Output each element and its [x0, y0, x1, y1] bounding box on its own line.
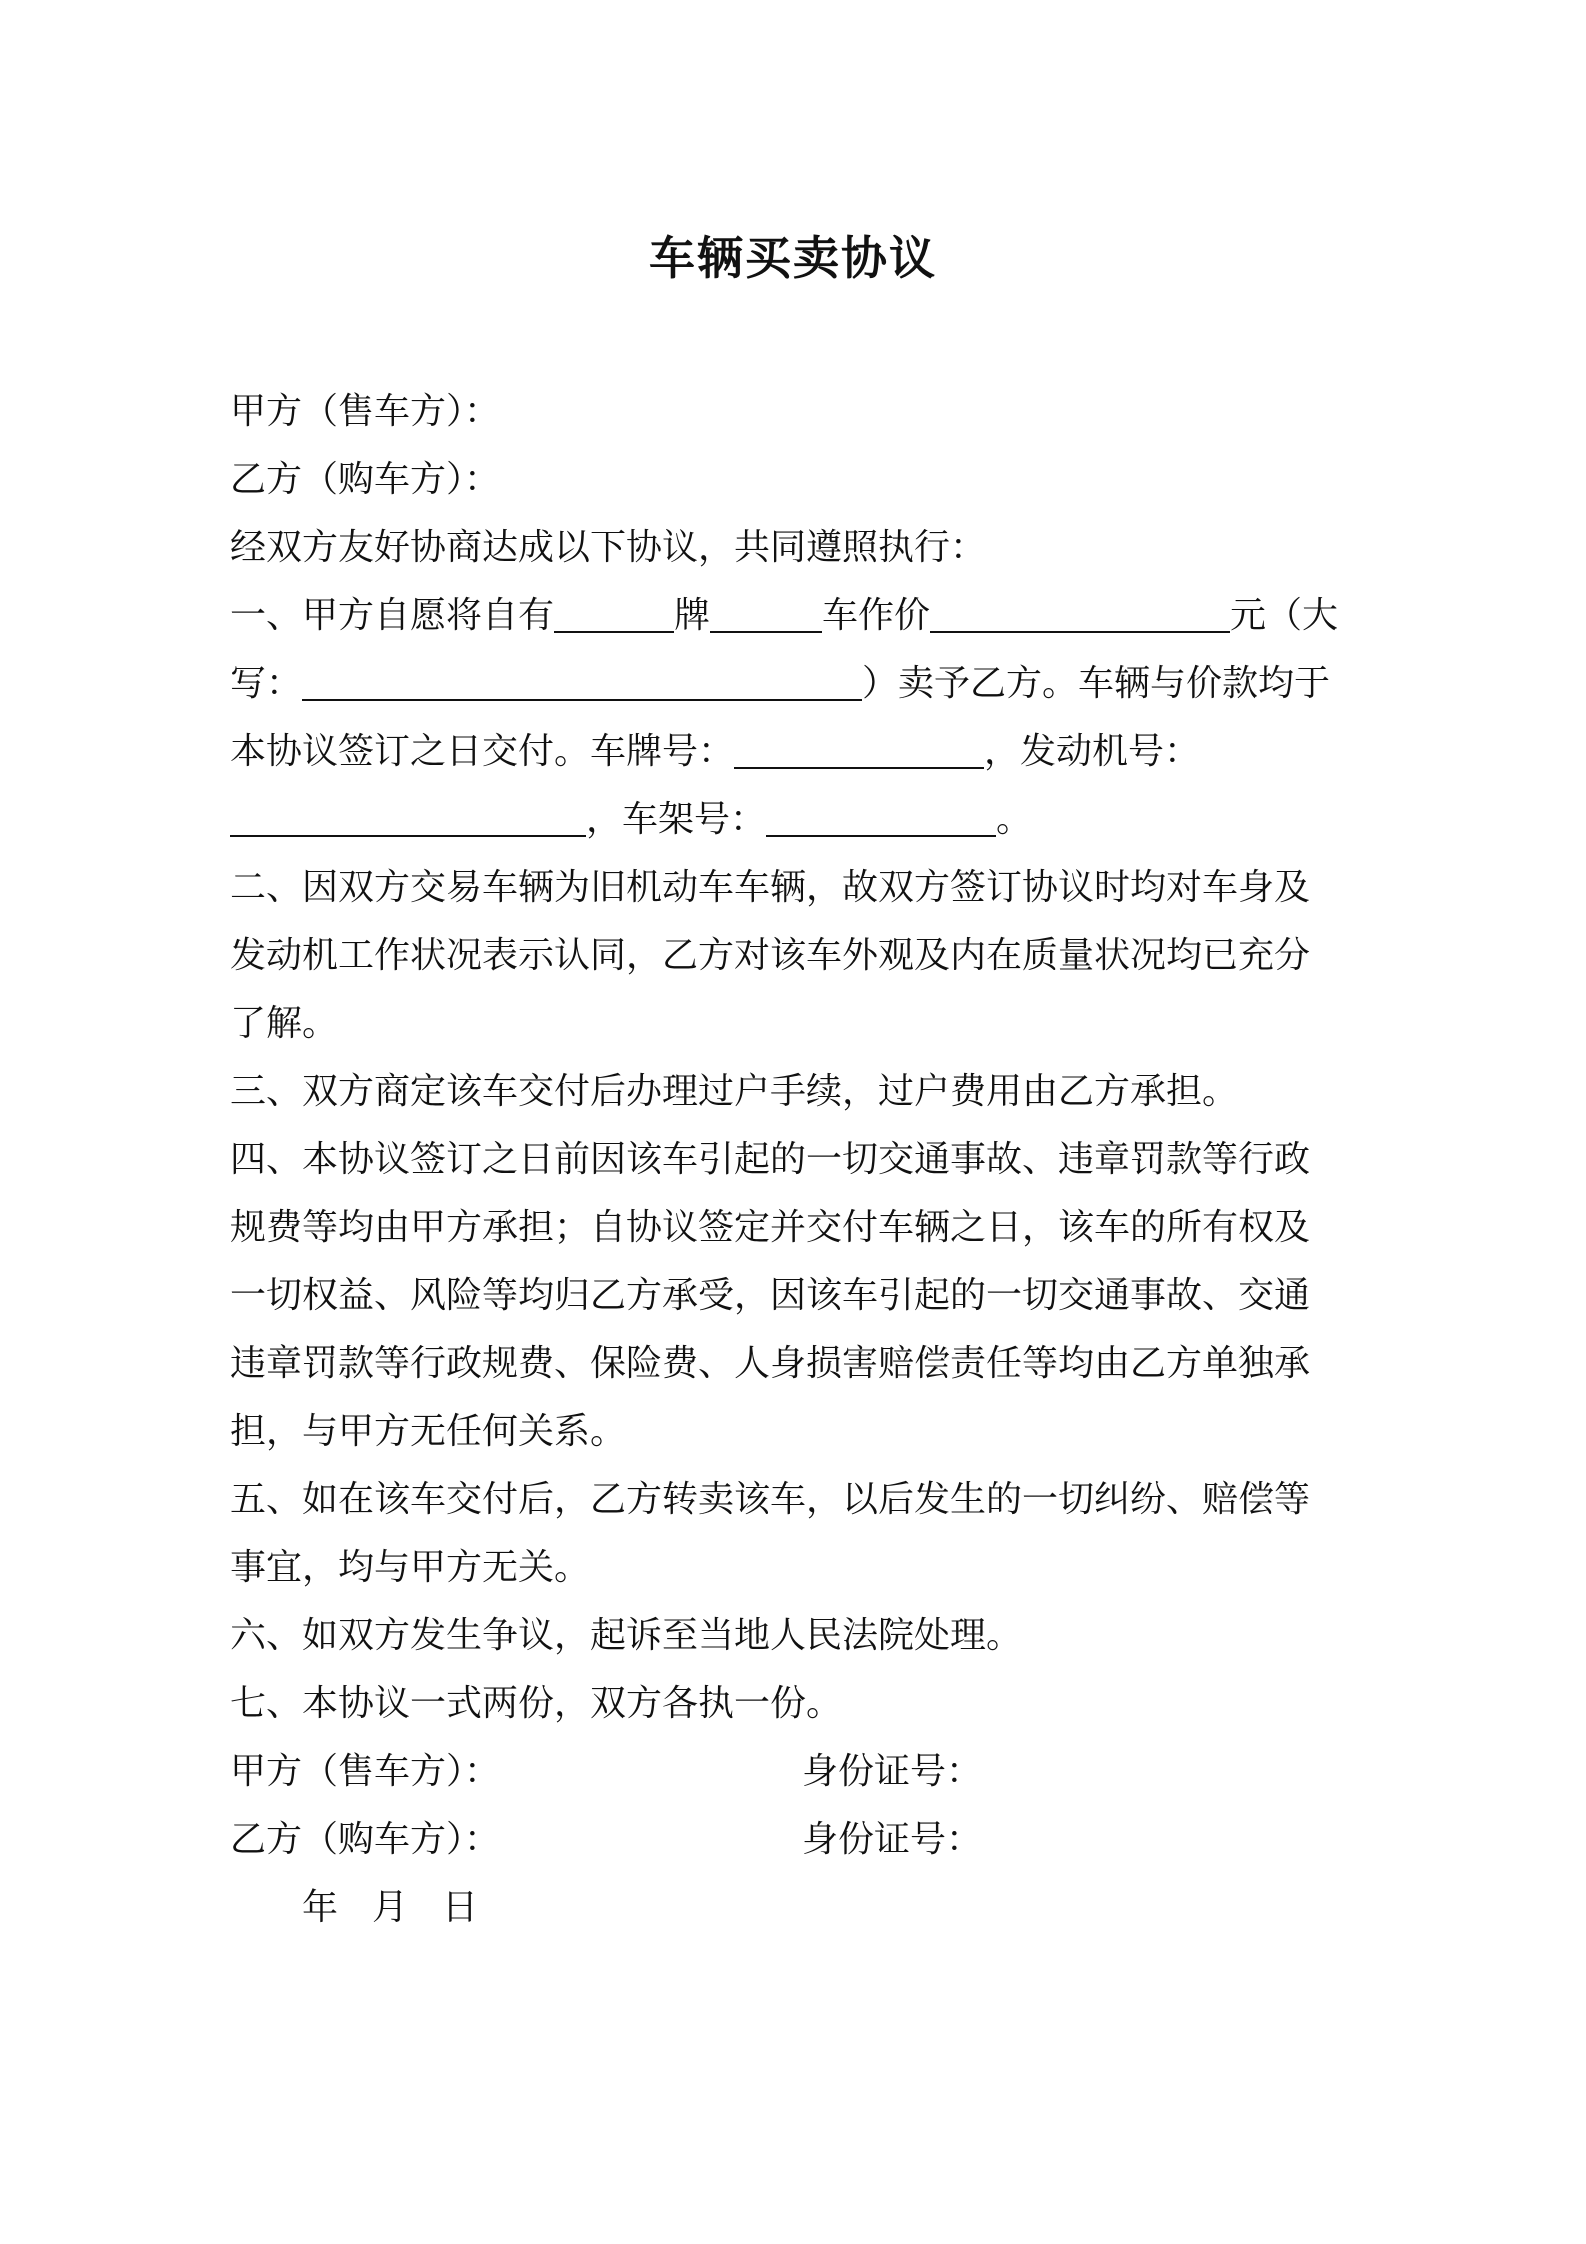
- clause-1-line-1: [230, 582, 1370, 650]
- document-body: [230, 378, 1370, 1942]
- clause-3-line: 三、双方商定该车交付后办理过户手续，过户费用由乙方承担。: [230, 1071, 1239, 1112]
- date-year-label: 年: [302, 1887, 339, 1928]
- signature-party-b-label: 乙方（购车方）：: [230, 1819, 501, 1860]
- clause-2-line-2: 发动机工作状况表示认同，乙方对该车外观及内在质量状况均已充分: [230, 935, 1311, 976]
- vin-blank: [766, 795, 996, 837]
- clause-1-text: 写：: [230, 663, 303, 704]
- model-blank: [710, 591, 822, 633]
- clause-1-line-4: [230, 786, 1370, 854]
- clause-1-text: 元（大: [1230, 595, 1339, 636]
- clause-7-line: 七、本协议一式两份，双方各执一份。: [230, 1683, 843, 1724]
- clause-4-line-1: 四、本协议签订之日前因该车引起的一切交通事故、违章罚款等行政: [230, 1139, 1311, 1180]
- clause-4-line-3: 一切权益、风险等均归乙方承受，因该车引起的一切交通事故、交通: [230, 1275, 1311, 1316]
- clause-2-line-3: 了解。: [230, 1003, 339, 1044]
- clause-2-line-1: 二、因双方交易车辆为旧机动车车辆，故双方签订协议时均对车身及: [230, 867, 1311, 908]
- signature-party-b-id-label: 身份证号：: [802, 1819, 983, 1860]
- engine-number-blank: [230, 795, 586, 837]
- party-a-line: 甲方（售车方）：: [230, 391, 501, 432]
- intro-line: 经双方友好协商达成以下协议，共同遵照执行：: [230, 527, 987, 568]
- clause-1-text: 本协议签订之日交付。车牌号：: [230, 731, 735, 772]
- clause-1-text: ）卖予乙方。车辆与价款均于: [862, 663, 1331, 704]
- price-in-words-blank: [302, 659, 862, 701]
- clause-5-line-1: 五、如在该车交付后，乙方转卖该车，以后发生的一切纠纷、赔偿等: [230, 1479, 1311, 1520]
- signature-party-a-id-label: 身份证号：: [802, 1751, 983, 1792]
- date-month-label: 月: [372, 1887, 409, 1928]
- signature-row-party-a: [230, 1738, 1370, 1806]
- clause-4-line-2: 规费等均由甲方承担；自协议签定并交付车辆之日，该车的所有权及: [230, 1207, 1311, 1248]
- plate-number-blank: [734, 727, 984, 769]
- document-title: 车辆买卖协议: [649, 231, 937, 285]
- clause-4-line-5: 担，与甲方无任何关系。: [230, 1411, 627, 1452]
- clause-5-line-2: 事宜，均与甲方无关。: [230, 1547, 591, 1588]
- clause-1-text: ，车架号：: [586, 799, 767, 840]
- clause-1-text: 一、甲方自愿将自有: [230, 595, 555, 636]
- date-line: [230, 1874, 1370, 1942]
- clause-1-text: 牌: [674, 595, 711, 636]
- clause-1-text: 车作价: [822, 595, 931, 636]
- clause-4-line-4: 违章罚款等行政规费、保险费、人身损害赔偿责任等均由乙方单独承: [230, 1343, 1311, 1384]
- price-blank: [930, 591, 1230, 633]
- clause-1-line-2: [230, 650, 1370, 718]
- signature-party-a-label: 甲方（售车方）：: [230, 1751, 501, 1792]
- clause-1-text: 。: [996, 799, 1033, 840]
- clause-6-line: 六、如双方发生争议，起诉至当地人民法院处理。: [230, 1615, 1023, 1656]
- signature-row-party-b: [230, 1806, 1370, 1874]
- date-day-label: 日: [442, 1887, 479, 1928]
- clause-1-text: ，发动机号：: [984, 731, 1201, 772]
- clause-1-line-3: [230, 718, 1370, 786]
- brand-blank: [554, 591, 674, 633]
- party-b-line: 乙方（购车方）：: [230, 459, 501, 500]
